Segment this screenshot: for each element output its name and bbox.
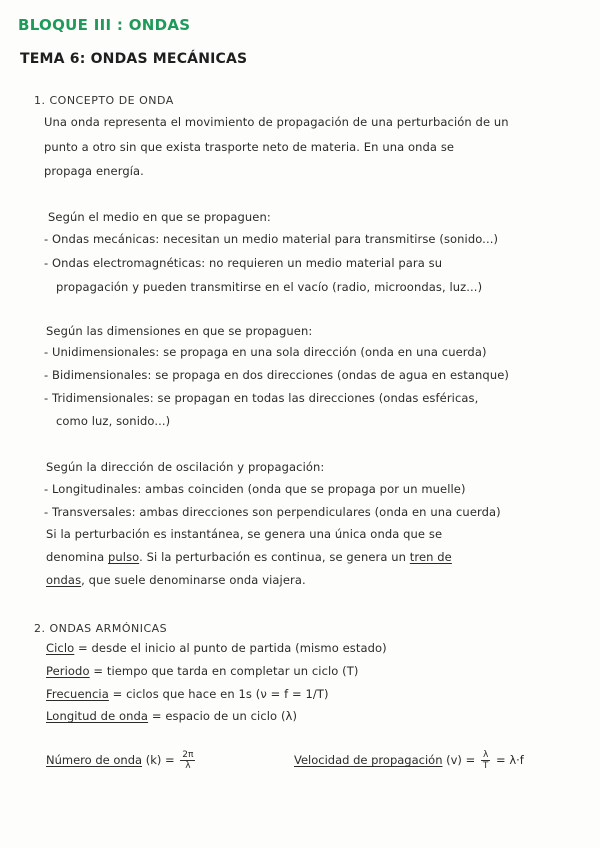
medio-item-1: - Ondas mecánicas: necesitan un medio material para transmitirse (sonido...) — [44, 232, 499, 246]
def-ciclo — [46, 641, 387, 655]
def-frecuencia-text: = ciclos que hace en 1s (ν = f = 1/T) — [108, 687, 329, 701]
dimensiones-item-4: como luz, sonido...) — [56, 414, 171, 428]
block-title: BLOQUE III : ONDAS — [18, 16, 191, 34]
def-longitud-term: Longitud de onda — [46, 709, 149, 723]
pulso-line-3-end: , que suele denominarse onda viajera. — [81, 573, 306, 587]
def-frecuencia — [46, 687, 329, 701]
dimensiones-item-2: - Bidimensionales: se propaga en dos direcciones (ondas de agua en estanque) — [44, 368, 509, 382]
direccion-item-1: - Longitudinales: ambas coinciden (onda que se propaga por un muelle) — [44, 482, 466, 496]
medio-item-2: - Ondas electromagnéticas: no requieren un medio material para su — [44, 256, 443, 270]
wavenumber-term: Número de onda — [46, 753, 143, 767]
pulso-line-2 — [46, 550, 452, 564]
wavenumber-denominator: λ — [185, 761, 191, 771]
velocity-tail: = λ·f — [492, 753, 524, 767]
def-ciclo-text: = desde el inicio al punto de partida (mismo estado) — [74, 641, 387, 655]
pulso-line-2-start: denomina — [46, 550, 108, 564]
wavenumber-formula — [46, 750, 197, 771]
velocity-formula — [294, 750, 524, 771]
pulso-line-2-mid: . Si la perturbación es continua, se genera un — [139, 550, 410, 564]
direccion-title: Según la dirección de oscilación y propagación: — [46, 460, 325, 474]
intro-line-3: propaga energía. — [44, 164, 144, 178]
def-frecuencia-term: Frecuencia — [46, 687, 109, 701]
velocity-term: Velocidad de propagación — [294, 753, 443, 767]
pulso-line-3 — [46, 573, 306, 587]
velocity-fraction — [481, 750, 491, 771]
intro-line-2: punto a otro sin que exista trasporte neto de materia. En una onda se — [44, 140, 455, 154]
topic-title: TEMA 6: ONDAS MECÁNICAS — [20, 51, 248, 67]
def-ciclo-term: Ciclo — [46, 641, 75, 655]
medio-title: Según el medio en que se propaguen: — [48, 210, 271, 224]
def-periodo-text: = tiempo que tarda en completar un ciclo (T) — [89, 664, 359, 678]
intro-line-1: Una onda representa el movimiento de propagación de una perturbación de un — [44, 115, 509, 129]
pulso-term: pulso — [108, 550, 140, 564]
def-periodo — [46, 664, 358, 678]
wavenumber-fraction — [180, 750, 195, 771]
direccion-item-2: - Transversales: ambas direcciones son perpendiculares (onda en una cuerda) — [44, 505, 501, 519]
velocity-symbol: (v) = — [442, 753, 479, 767]
wavenumber-symbol: (k) = — [142, 753, 179, 767]
dimensiones-item-3: - Tridimensionales: se propagan en todas las direcciones (ondas esféricas, — [44, 391, 479, 405]
velocity-denominator: T — [482, 761, 489, 771]
tren-term-2: ondas — [46, 573, 82, 587]
wavenumber-numerator: 2π — [182, 750, 194, 760]
pulso-line-1: Si la perturbación es instantánea, se genera una única onda que se — [46, 527, 443, 541]
def-longitud — [46, 709, 297, 723]
def-periodo-term: Periodo — [46, 664, 90, 678]
tren-term-1: tren de — [409, 550, 452, 564]
def-longitud-text: = espacio de un ciclo (λ) — [148, 709, 298, 723]
dimensiones-title: Según las dimensiones en que se propaguen: — [46, 324, 313, 338]
section2-heading: 2. ONDAS ARMÓNICAS — [34, 622, 168, 635]
velocity-numerator: λ — [481, 750, 491, 761]
section1-heading: 1. CONCEPTO DE ONDA — [34, 94, 174, 107]
dimensiones-item-1: - Unidimensionales: se propaga en una sola dirección (onda en una cuerda) — [44, 345, 487, 359]
medio-item-3: propagación y pueden transmitirse en el vacío (radio, microondas, luz...) — [56, 280, 483, 294]
